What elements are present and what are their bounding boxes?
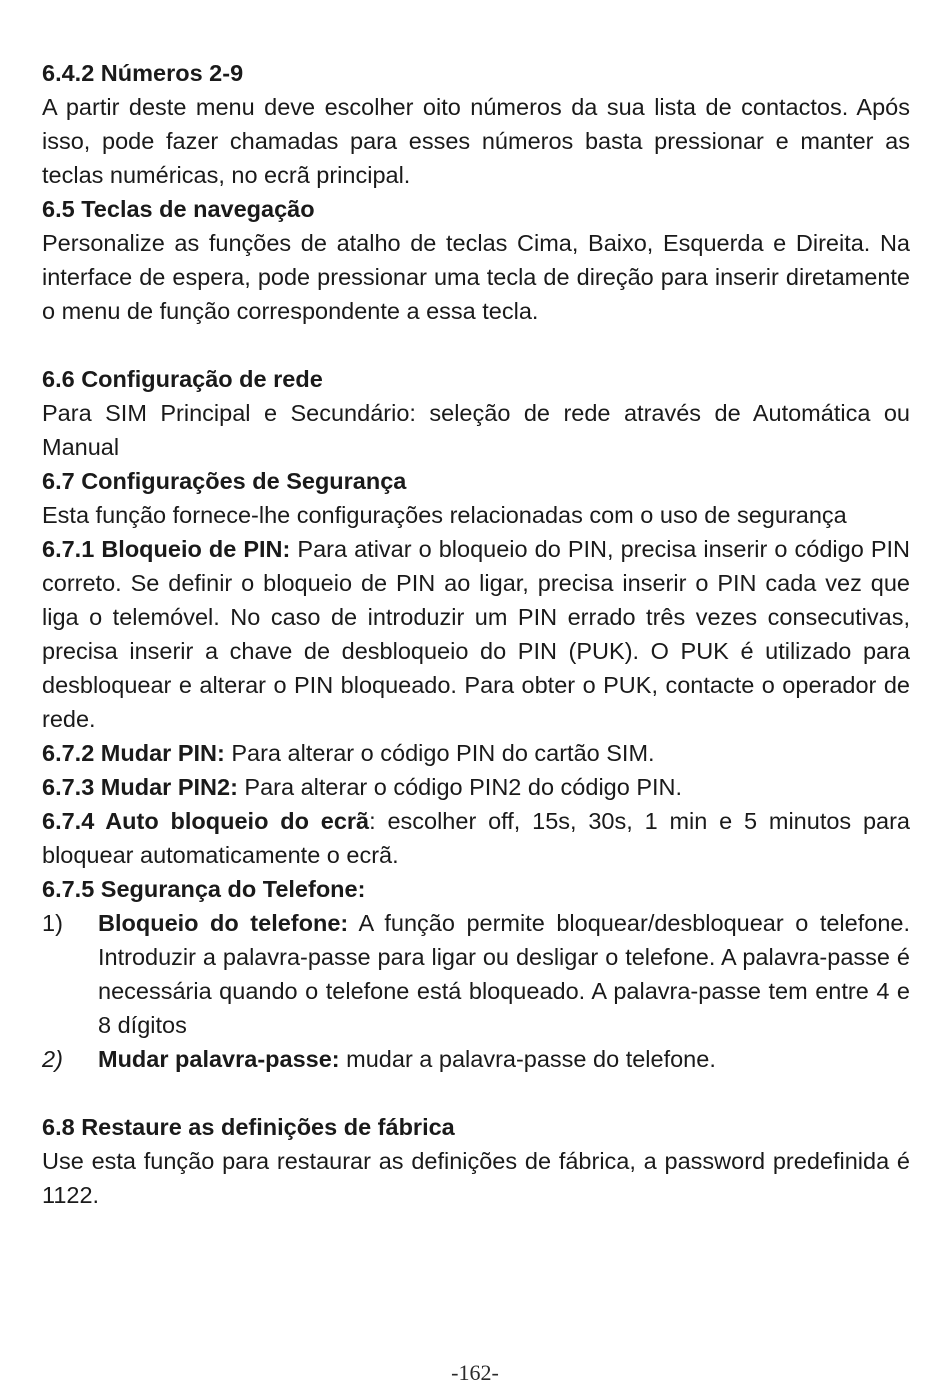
section-6-7-1-label: 6.7.1 Bloqueio de PIN: bbox=[42, 536, 291, 562]
section-6-7-4-label: 6.7.4 Auto bloqueio do ecrã bbox=[42, 808, 370, 834]
section-6-8-heading: 6.8 Restaure as definições de fábrica bbox=[42, 1114, 455, 1140]
list-item-number: 2) bbox=[42, 1046, 63, 1072]
section-6-7-body: Esta função fornece-lhe configurações relacionadas com o uso de segurança bbox=[42, 502, 847, 528]
manual-page bbox=[42, 56, 910, 1212]
section-6-7-5-heading: 6.7.5 Segurança do Telefone: bbox=[42, 876, 366, 902]
list-item-label: Mudar palavra-passe: bbox=[98, 1046, 340, 1072]
section-6-7-heading: 6.7 Configurações de Segurança bbox=[42, 468, 407, 494]
section-6-7-2-paragraph bbox=[42, 736, 910, 770]
list-item bbox=[42, 906, 910, 1042]
section-spacer bbox=[42, 1076, 910, 1110]
section-6-5-heading: 6.5 Teclas de navegação bbox=[42, 196, 315, 222]
list-item-number: 1) bbox=[42, 910, 63, 936]
section-6-6-body: Para SIM Principal e Secundário: seleção de rede através de Automática ou Manual bbox=[42, 400, 910, 460]
list-item-body: A função permite bloquear/desbloquear o telefone. Introduzir a palavra-passe para ligar ou desligar o telefone. A palavra-passe é necessária quando o telefone está bloqueado. A palavra-passe tem entre 4 e 8 dígitos bbox=[98, 910, 910, 1038]
section-6-7-3-paragraph bbox=[42, 770, 910, 804]
section-6-8-body: Use esta função para restaurar as definições de fábrica, a password predefinida é 1122. bbox=[42, 1148, 910, 1208]
section-6-4-2-body: A partir deste menu deve escolher oito números da sua lista de contactos. Após isso, pode fazer chamadas para esses números basta pressionar e manter as teclas numéricas, no ecrã principal. bbox=[42, 94, 910, 188]
section-6-4-2-heading: 6.4.2 Números 2-9 bbox=[42, 60, 244, 86]
section-spacer bbox=[42, 328, 910, 362]
section-6-7-2-body: Para alterar o código PIN do cartão SIM. bbox=[224, 740, 655, 766]
list-item-body: mudar a palavra-passe do telefone. bbox=[339, 1046, 716, 1072]
section-6-7-3-label: 6.7.3 Mudar PIN2: bbox=[42, 774, 238, 800]
section-6-7-4-body: : escolher off, 15s, 30s, 1 min e 5 minutos para bloquear automaticamente o ecrã. bbox=[42, 808, 911, 868]
section-6-6-heading: 6.6 Configuração de rede bbox=[42, 366, 323, 392]
section-6-7-2-label: 6.7.2 Mudar PIN: bbox=[42, 740, 225, 766]
section-6-7-3-body: Para alterar o código PIN2 do código PIN. bbox=[237, 774, 683, 800]
section-6-5-body: Personalize as funções de atalho de teclas Cima, Baixo, Esquerda e Direita. Na interface de espera, pode pressionar uma tecla de direção para inserir diretamente o menu de função correspondente a essa tecla. bbox=[42, 230, 910, 324]
section-6-7-1-body: Para ativar o bloqueio do PIN, precisa inserir o código PIN correto. Se definir o bloqueio de PIN ao ligar, precisa inserir o PIN cada vez que liga o telemóvel. No caso de introduzir um PIN errado três vezes consecutivas, precisa inserir a chave de desbloqueio do PIN (PUK). O PUK é utilizado para desbloquear e alterar o PIN bloqueado. Para obter o PUK, contacte o operador de rede. bbox=[42, 536, 910, 732]
page-number: -162- bbox=[451, 1360, 499, 1385]
list-item bbox=[42, 1042, 910, 1076]
section-6-7-4-paragraph bbox=[42, 804, 910, 872]
section-6-7-1-paragraph bbox=[42, 532, 910, 736]
list-item-label: Bloqueio do telefone: bbox=[98, 910, 349, 936]
